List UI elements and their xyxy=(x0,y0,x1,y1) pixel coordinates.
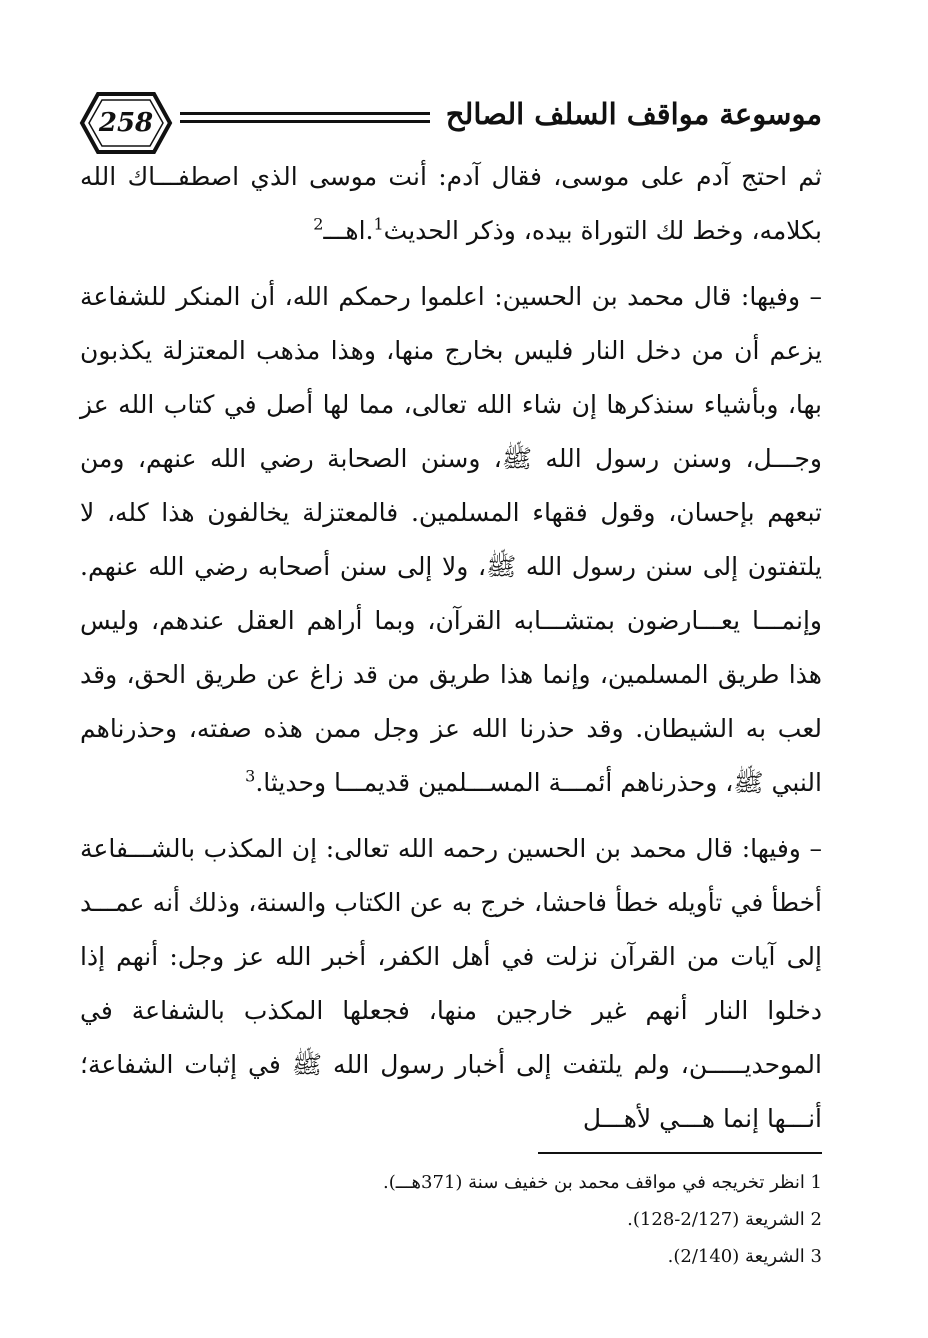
footnote: 1 انظر تخريجه في مواقف محمد بن خفيف سنة (371هـــ). xyxy=(382,1172,822,1193)
footnote: 2 الشريعة (2/127-128). xyxy=(627,1209,822,1230)
page-header xyxy=(76,88,822,158)
header-rule xyxy=(180,112,430,126)
page-number-badge xyxy=(76,88,176,158)
page-number: 258 xyxy=(98,108,154,138)
paragraph-text: – وفيها: قال محمد بن الحسين: اعلموا رحمكم الله، أن المنكر للشفاعة يزعم أن من دخل النار فليس بخارج منها، وهذا مذهب المعتزلة يكذبون بها، وبأشياء سنذكرها إن شاء الله تعالى، مما لها أصل في كتاب الله عز وجـــل، وسنن رسول الله ﷺ، وسنن الصحابة رضي الله عنهم، ومن تبعهم بإحسان، وقول فقهاء المسلمين. فالمعتزلة يخالفون هذا كله، لا يلتفتون إلى سنن رسول الله ﷺ، ولا إلى سنن أصحابه رضي الله عنهم. وإنمـــا يعـــارضون بمتشـــابه القرآن، وبما أراهم العقل عندهم، وليس هذا طريق المسلمين، وإنما هذا طريق من قد زاغ عن طريق الحق، وقد لعب به الشيطان. وقد حذرنا الله عز وجل ممن هذه صفته، وحذرناهم النبي ﷺ، وحذرناهم أئمـــة المســـلمين قديمـــا وحديثا. xyxy=(80,282,822,797)
paragraph xyxy=(80,822,822,1146)
paragraph-text: – وفيها: قال محمد بن الحسين رحمه الله تعالى: إن المكذب بالشـــفاعة أخطأ في تأويله خطأ فاحشا، خرج به عن الكتاب والسنة، وذلك أنه عمـــد إلى آيات من القرآن نزلت في أهل الكفر، أخبر الله عز وجل: أنهم إذا دخلوا النار أنهم غير خارجين منها، فجعلها المكذب بالشفاعة في الموحديـــــن، ولم يلتفت إلى أخبار رسول الله ﷺ في إثبات الشفاعة؛ أنـــها إنما هـــي لأهـــل xyxy=(80,834,822,1133)
series-title: موسوعة مواقف السلف الصالح xyxy=(445,97,822,131)
body-text xyxy=(80,150,822,1158)
footnote-ref: 2 xyxy=(313,214,324,234)
paragraph-text: ثم احتج آدم على موسى، فقال آدم: أنت موسى الذي اصطفـــاك الله بكلامه، وخط لك التوراة بيده، وذكر الحديث xyxy=(80,162,822,245)
footnote: 3 الشريعة (2/140). xyxy=(667,1246,822,1267)
footnote-ref: 1 xyxy=(373,214,384,234)
footnote-separator xyxy=(538,1152,822,1154)
footnotes xyxy=(300,1164,822,1275)
paragraph xyxy=(80,270,822,810)
paragraph xyxy=(80,150,822,258)
footnote-ref: 3 xyxy=(245,766,256,786)
paragraph-tail: .اهـــ xyxy=(323,216,374,245)
